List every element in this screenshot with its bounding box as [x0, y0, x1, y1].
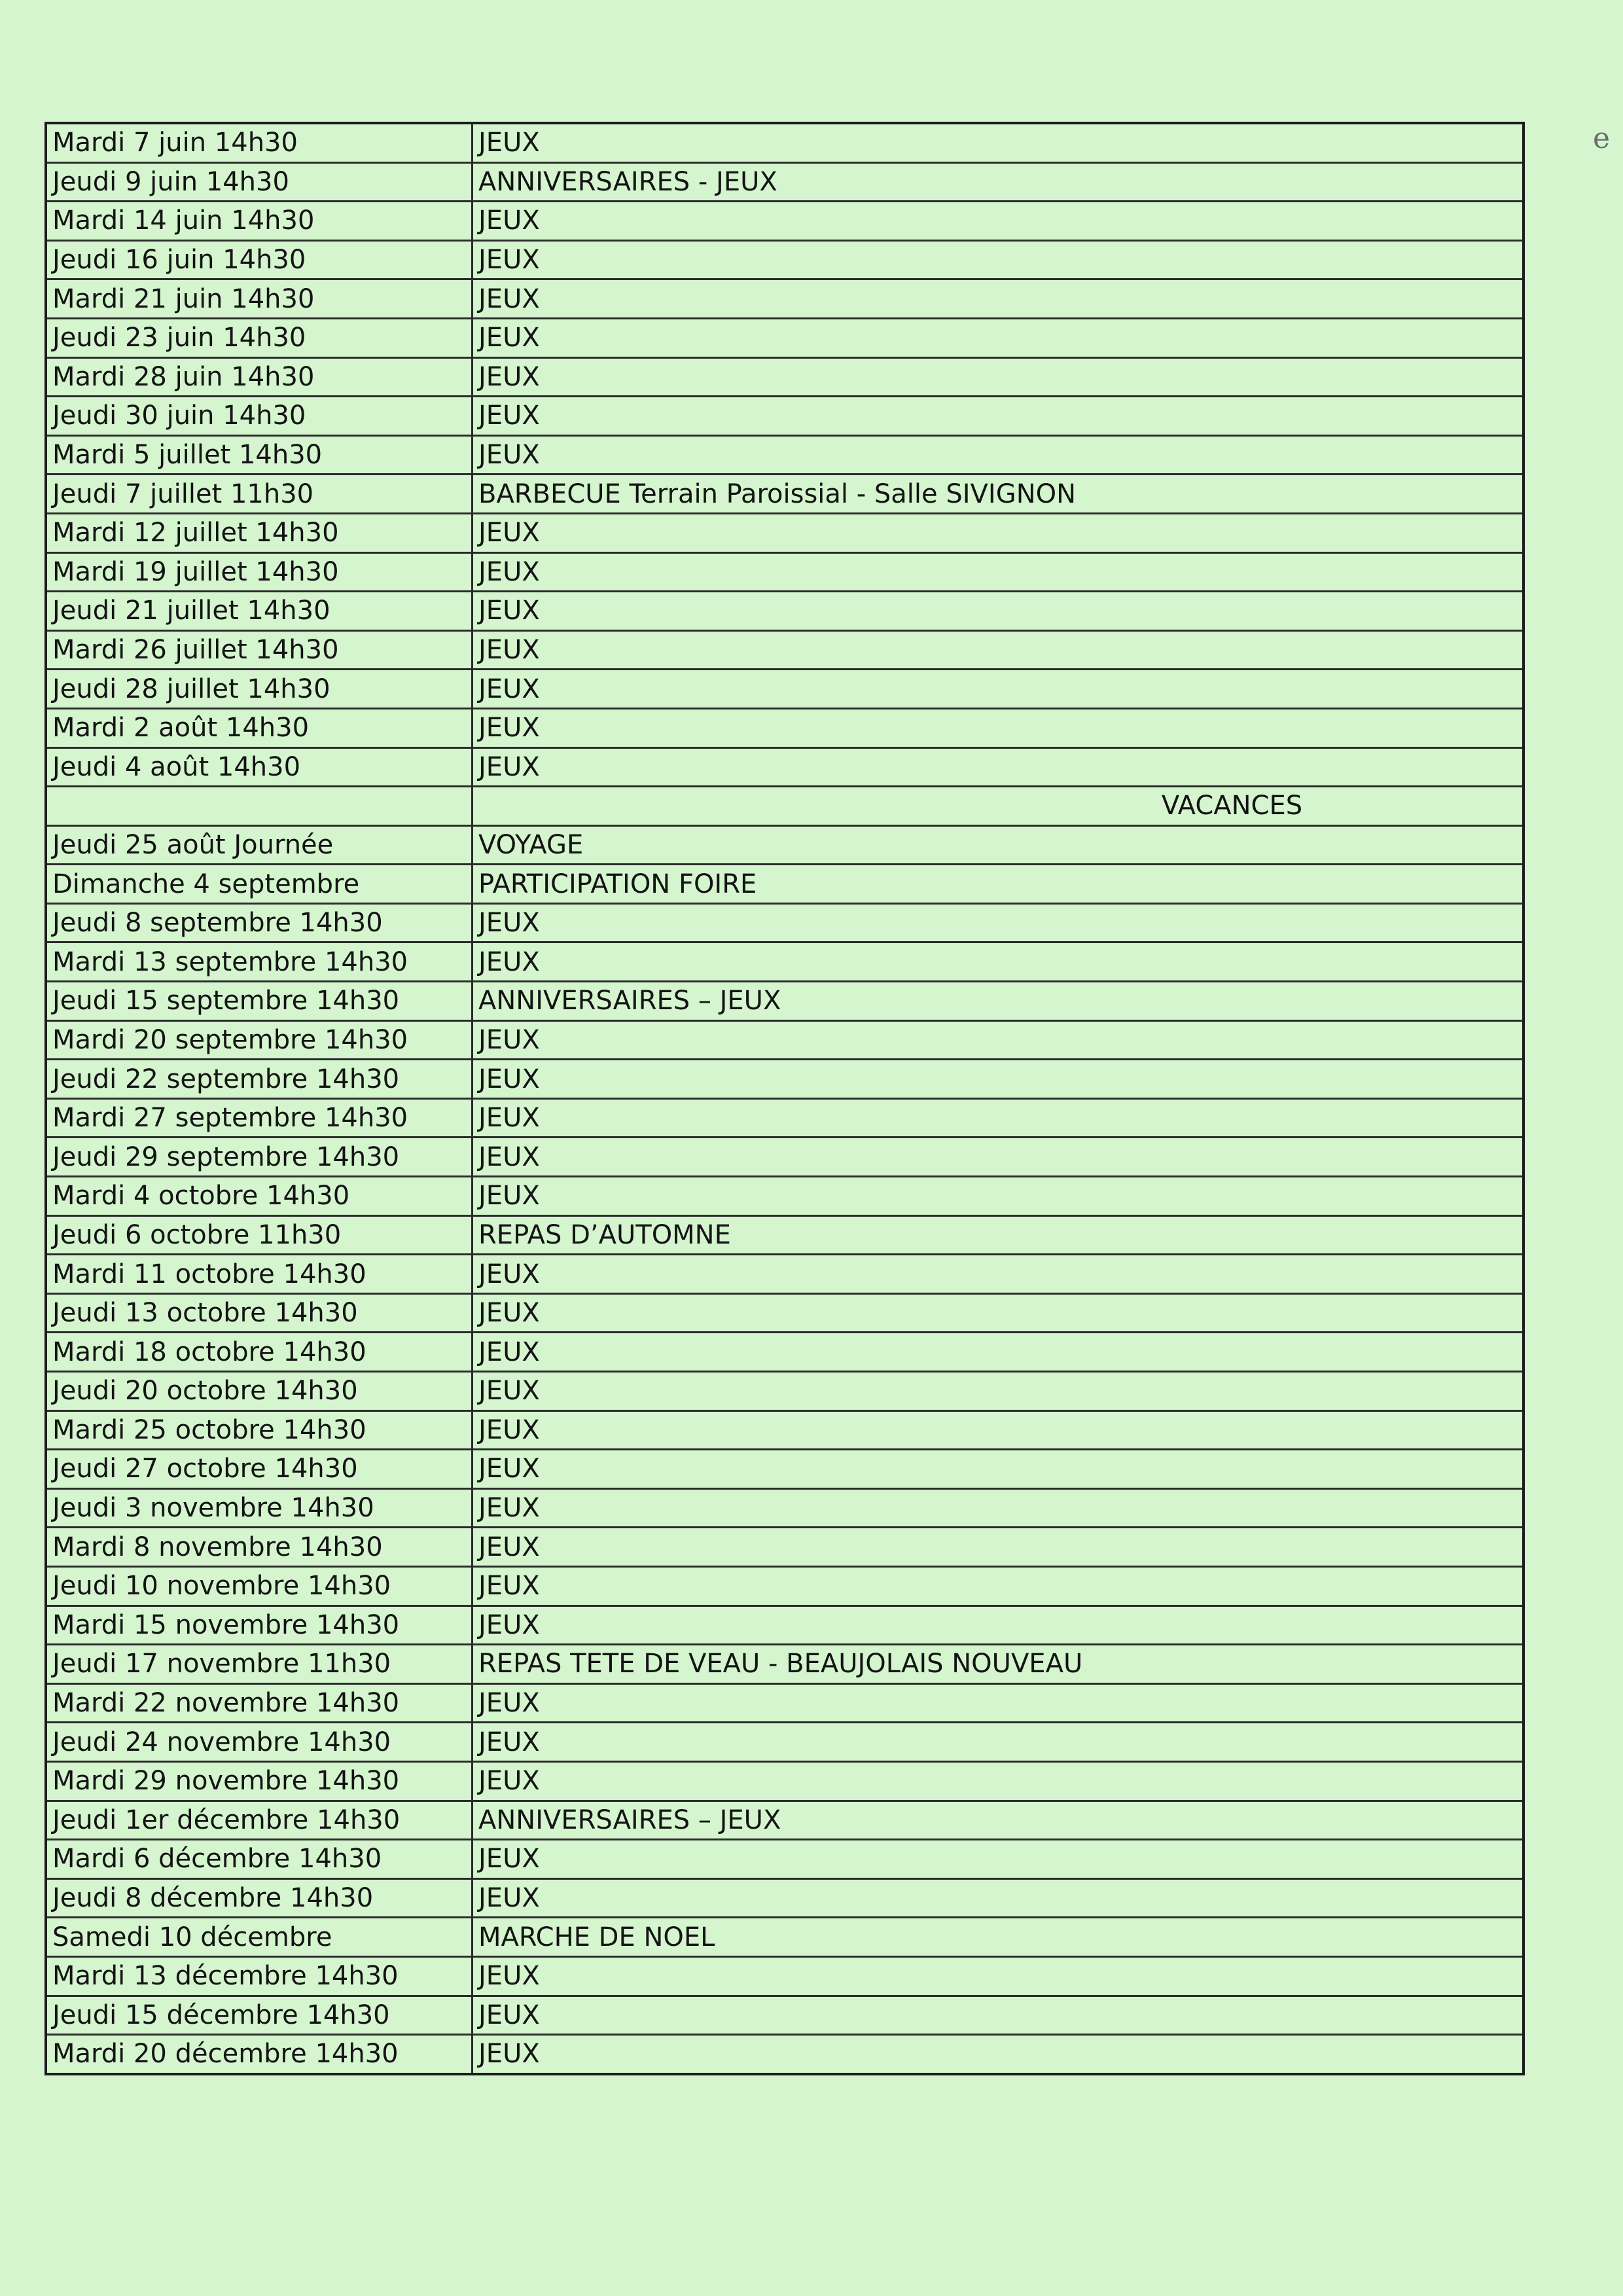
date-cell: Mardi 8 novembre 14h30 — [46, 1528, 473, 1567]
schedule-row — [46, 1761, 1524, 1801]
activity-cell: JEUX — [473, 1060, 1524, 1099]
date-cell: Mardi 2 août 14h30 — [46, 708, 473, 747]
activity-cell: REPAS D’AUTOMNE — [473, 1215, 1524, 1255]
date-cell: Mardi 18 octobre 14h30 — [46, 1333, 473, 1372]
schedule-row — [46, 825, 1524, 865]
schedule-row — [46, 1528, 1524, 1567]
schedule-row — [46, 1645, 1524, 1684]
activity-cell: JEUX — [473, 708, 1524, 747]
schedule-row — [46, 123, 1524, 162]
activity-cell: JEUX — [473, 397, 1524, 436]
date-cell: Jeudi 25 août Journée — [46, 825, 473, 865]
activity-cell: JEUX — [473, 240, 1524, 279]
schedule-row — [46, 1840, 1524, 1879]
activity-cell: JEUX — [473, 552, 1524, 592]
date-cell: Jeudi 8 septembre 14h30 — [46, 903, 473, 942]
schedule-row — [46, 592, 1524, 631]
schedule-row — [46, 630, 1524, 670]
date-cell: Mardi 26 juillet 14h30 — [46, 630, 473, 670]
activity-cell: JEUX — [473, 1333, 1524, 1372]
schedule-row — [46, 1060, 1524, 1099]
date-cell: Jeudi 7 juillet 11h30 — [46, 475, 473, 514]
date-cell: Jeudi 24 novembre 14h30 — [46, 1723, 473, 1762]
activity-cell: JEUX — [473, 1410, 1524, 1450]
activity-cell: JEUX — [473, 202, 1524, 241]
activity-cell: JEUX — [473, 630, 1524, 670]
date-cell: Mardi 22 novembre 14h30 — [46, 1683, 473, 1723]
schedule-row — [46, 1410, 1524, 1450]
date-cell: Jeudi 30 juin 14h30 — [46, 397, 473, 436]
activity-cell: JEUX — [473, 1683, 1524, 1723]
activity-cell: ANNIVERSAIRES - JEUX — [473, 162, 1524, 202]
activity-cell: JEUX — [473, 1996, 1524, 2035]
date-cell: Jeudi 23 juin 14h30 — [46, 318, 473, 357]
date-cell: Mardi 20 septembre 14h30 — [46, 1020, 473, 1060]
schedule-row — [46, 1878, 1524, 1918]
activity-cell: JEUX — [473, 747, 1524, 787]
schedule-row — [46, 475, 1524, 514]
activity-cell: JEUX — [473, 1723, 1524, 1762]
activity-cell: JEUX — [473, 318, 1524, 357]
section-banner-cell — [473, 787, 1524, 826]
activity-cell: ANNIVERSAIRES – JEUX — [473, 982, 1524, 1021]
schedule-row — [46, 1488, 1524, 1528]
schedule-row — [46, 1138, 1524, 1177]
date-cell: Mardi 15 novembre 14h30 — [46, 1605, 473, 1645]
date-cell: Jeudi 17 novembre 11h30 — [46, 1645, 473, 1684]
date-cell: Jeudi 15 septembre 14h30 — [46, 982, 473, 1021]
banner-empty-cell — [46, 787, 473, 826]
schedule-row — [46, 708, 1524, 747]
date-cell: Jeudi 20 octobre 14h30 — [46, 1372, 473, 1411]
schedule-row — [46, 1683, 1524, 1723]
schedule-row — [46, 357, 1524, 397]
schedule-row — [46, 1098, 1524, 1138]
date-cell: Jeudi 8 décembre 14h30 — [46, 1878, 473, 1918]
schedule-row — [46, 942, 1524, 982]
date-cell: Mardi 13 décembre 14h30 — [46, 1956, 473, 1996]
date-cell: Jeudi 4 août 14h30 — [46, 747, 473, 787]
schedule-table — [45, 122, 1525, 2075]
activity-cell: JEUX — [473, 670, 1524, 709]
date-cell: Jeudi 16 juin 14h30 — [46, 240, 473, 279]
activity-cell: JEUX — [473, 357, 1524, 397]
date-cell: Jeudi 13 octobre 14h30 — [46, 1293, 473, 1333]
activity-cell: REPAS TETE DE VEAU - BEAUJOLAIS NOUVEAU — [473, 1645, 1524, 1684]
date-cell: Mardi 25 octobre 14h30 — [46, 1410, 473, 1450]
schedule-row — [46, 202, 1524, 241]
date-cell: Mardi 13 septembre 14h30 — [46, 942, 473, 982]
activity-cell: JEUX — [473, 513, 1524, 552]
activity-cell: JEUX — [473, 435, 1524, 475]
schedule-row — [46, 513, 1524, 552]
date-cell: Mardi 20 décembre 14h30 — [46, 2035, 473, 2074]
schedule-row — [46, 1956, 1524, 1996]
schedule-row — [46, 279, 1524, 319]
date-cell: Mardi 4 octobre 14h30 — [46, 1177, 473, 1216]
date-cell: Mardi 21 juin 14h30 — [46, 279, 473, 319]
schedule-row — [46, 1255, 1524, 1294]
schedule-row — [46, 1723, 1524, 1762]
schedule-row — [46, 1605, 1524, 1645]
schedule-row — [46, 1918, 1524, 1957]
date-cell: Jeudi 10 novembre 14h30 — [46, 1566, 473, 1605]
date-cell: Jeudi 6 octobre 11h30 — [46, 1215, 473, 1255]
margin-mark: e — [1592, 122, 1610, 155]
schedule-row — [46, 1293, 1524, 1333]
activity-cell: JEUX — [473, 903, 1524, 942]
date-cell: Mardi 11 octobre 14h30 — [46, 1255, 473, 1294]
schedule-row — [46, 1372, 1524, 1411]
activity-cell: PARTICIPATION FOIRE — [473, 865, 1524, 904]
schedule-row — [46, 1566, 1524, 1605]
activity-cell: JEUX — [473, 1528, 1524, 1567]
activity-cell: BARBECUE Terrain Paroissial - Salle SIVIGNON — [473, 475, 1524, 514]
date-cell: Mardi 29 novembre 14h30 — [46, 1761, 473, 1801]
date-cell: Dimanche 4 septembre — [46, 865, 473, 904]
schedule-row — [46, 865, 1524, 904]
schedule-row — [46, 397, 1524, 436]
date-cell: Mardi 12 juillet 14h30 — [46, 513, 473, 552]
date-cell: Mardi 5 juillet 14h30 — [46, 435, 473, 475]
schedule-row — [46, 1450, 1524, 1489]
activity-cell: JEUX — [473, 1761, 1524, 1801]
date-cell: Jeudi 21 juillet 14h30 — [46, 592, 473, 631]
schedule-row — [46, 982, 1524, 1021]
date-cell: Mardi 19 juillet 14h30 — [46, 552, 473, 592]
section-banner-label: VACANCES — [1161, 791, 1303, 821]
date-cell: Jeudi 28 juillet 14h30 — [46, 670, 473, 709]
schedule-row — [46, 2035, 1524, 2074]
activity-cell: JEUX — [473, 279, 1524, 319]
date-cell: Jeudi 15 décembre 14h30 — [46, 1996, 473, 2035]
activity-cell: JEUX — [473, 1566, 1524, 1605]
activity-cell: JEUX — [473, 1605, 1524, 1645]
activity-cell: JEUX — [473, 123, 1524, 162]
date-cell: Mardi 7 juin 14h30 — [46, 123, 473, 162]
date-cell: Mardi 6 décembre 14h30 — [46, 1840, 473, 1879]
schedule-row — [46, 1215, 1524, 1255]
schedule-row — [46, 240, 1524, 279]
schedule-row — [46, 1177, 1524, 1216]
schedule-row — [46, 1801, 1524, 1840]
activity-cell: VOYAGE — [473, 825, 1524, 865]
activity-cell: JEUX — [473, 1098, 1524, 1138]
schedule-row — [46, 318, 1524, 357]
activity-cell: JEUX — [473, 1020, 1524, 1060]
activity-cell: JEUX — [473, 1372, 1524, 1411]
schedule-row — [46, 162, 1524, 202]
date-cell: Jeudi 9 juin 14h30 — [46, 162, 473, 202]
schedule-row — [46, 435, 1524, 475]
activity-cell: JEUX — [473, 1488, 1524, 1528]
activity-cell: JEUX — [473, 1956, 1524, 1996]
date-cell: Jeudi 1er décembre 14h30 — [46, 1801, 473, 1840]
schedule-body — [46, 123, 1524, 2074]
schedule-row — [46, 670, 1524, 709]
date-cell: Jeudi 27 octobre 14h30 — [46, 1450, 473, 1489]
schedule-row — [46, 1996, 1524, 2035]
schedule-row — [46, 552, 1524, 592]
schedule-row — [46, 1020, 1524, 1060]
date-cell: Jeudi 29 septembre 14h30 — [46, 1138, 473, 1177]
date-cell: Jeudi 22 septembre 14h30 — [46, 1060, 473, 1099]
activity-cell: MARCHE DE NOEL — [473, 1918, 1524, 1957]
date-cell: Mardi 14 juin 14h30 — [46, 202, 473, 241]
date-cell: Mardi 28 juin 14h30 — [46, 357, 473, 397]
activity-cell: JEUX — [473, 1450, 1524, 1489]
activity-cell: JEUX — [473, 942, 1524, 982]
activity-cell: JEUX — [473, 1255, 1524, 1294]
activity-cell: JEUX — [473, 1840, 1524, 1879]
schedule-row — [46, 1333, 1524, 1372]
date-cell: Mardi 27 septembre 14h30 — [46, 1098, 473, 1138]
activity-cell: JEUX — [473, 1293, 1524, 1333]
date-cell: Samedi 10 décembre — [46, 1918, 473, 1957]
schedule-row — [46, 903, 1524, 942]
schedule-row — [46, 747, 1524, 787]
activity-cell: JEUX — [473, 1878, 1524, 1918]
activity-cell: JEUX — [473, 2035, 1524, 2074]
activity-cell: JEUX — [473, 1177, 1524, 1216]
section-banner-row — [46, 787, 1524, 826]
activity-cell: ANNIVERSAIRES – JEUX — [473, 1801, 1524, 1840]
date-cell: Jeudi 3 novembre 14h30 — [46, 1488, 473, 1528]
activity-cell: JEUX — [473, 1138, 1524, 1177]
activity-cell: JEUX — [473, 592, 1524, 631]
